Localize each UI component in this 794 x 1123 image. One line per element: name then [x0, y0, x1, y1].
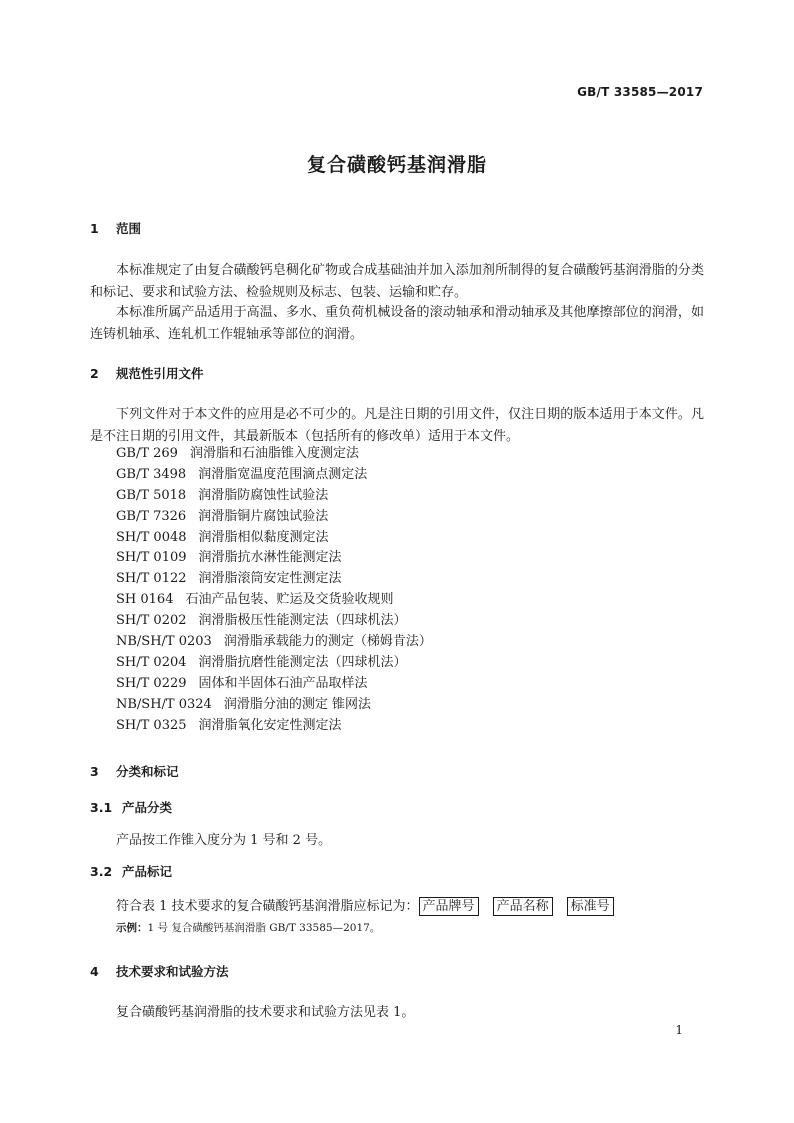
scope-paragraph-2: 本标准所属产品适用于高温、多水、重负荷机械设备的滚动轴承和滑动轴承及其他摩擦部位的润滑，如连铸机轴承、连轧机工作辊轴承等部位的润滑。 — [90, 305, 704, 342]
reference-title: 润滑脂抗水淋性能测定法 — [198, 550, 342, 566]
reference-code: GB/T 7326 — [116, 508, 187, 524]
reference-item — [116, 674, 432, 695]
section-title: 技术要求和试验方法 — [116, 964, 229, 979]
reference-code: GB/T 3498 — [116, 466, 187, 482]
reference-title: 石油产品包装、贮运及交货验收规则 — [185, 592, 394, 608]
section-3-heading — [90, 762, 179, 780]
reference-code: SH 0164 — [116, 592, 174, 608]
classification-text: 产品按工作锥入度分为 1 号和 2 号。 — [116, 833, 332, 848]
reference-item — [116, 653, 432, 674]
reference-item — [116, 569, 432, 590]
marking-example — [116, 920, 380, 935]
section-number: 2 — [90, 366, 99, 381]
subsection-title: 产品分类 — [122, 800, 173, 815]
reference-item — [116, 695, 432, 716]
reference-title: 润滑脂极压性能测定法（四球机法） — [198, 613, 407, 629]
reference-item — [116, 632, 432, 653]
section-1-heading — [90, 219, 141, 237]
page-number: 1 — [675, 1023, 683, 1037]
subsection-number: 3.2 — [90, 864, 113, 879]
subsection-3-1-heading — [90, 798, 172, 816]
reference-title: 润滑脂相似黏度测定法 — [198, 529, 329, 545]
document-title: 复合磺酸钙基润滑脂 — [306, 154, 487, 176]
reference-item — [116, 444, 432, 465]
reference-title: 润滑脂氧化安定性测定法 — [198, 717, 342, 733]
example-text: 1 号 复合磺酸钙基润滑脂 GB/T 33585—2017。 — [147, 922, 381, 934]
scope-paragraph-1: 本标准规定了由复合磺酸钙皂稠化矿物或合成基础油并加入添加剂所制得的复合磺酸钙基润滑脂的分类和标记、要求和试验方法、检验规则及标志、包装、运输和贮存。 — [90, 263, 704, 300]
reference-title: 润滑脂和石油脂锥入度测定法 — [189, 446, 359, 461]
reference-code: GB/T 269 — [116, 446, 178, 461]
reference-item — [116, 548, 432, 569]
references-intro: 下列文件对于本文件的应用是必不可少的。凡是注日期的引用文件，仅注日期的版本适用于本文件。凡是不注日期的引用文件，其最新版本（包括所有的修改单）适用于本文件。 — [90, 407, 704, 444]
section-2-heading — [90, 364, 204, 382]
reference-code: SH/T 0109 — [116, 550, 187, 566]
subsection-number: 3.1 — [90, 800, 113, 815]
standard-code-header: GB/T 33585—2017 — [577, 85, 703, 99]
reference-title: 润滑脂滚筒安定性测定法 — [198, 571, 342, 587]
reference-title: 润滑脂宽温度范围滴点测定法 — [198, 466, 368, 482]
marking-text: 符合表 1 技术要求的复合磺酸钙基润滑脂应标记为： — [116, 899, 419, 914]
reference-title: 润滑脂防腐蚀性试验法 — [198, 487, 329, 503]
reference-list — [116, 444, 432, 736]
reference-code: SH/T 0325 — [116, 717, 187, 733]
reference-item — [116, 528, 432, 549]
reference-item — [116, 590, 432, 611]
reference-code: NB/SH/T 0203 — [116, 634, 212, 650]
section-number: 3 — [90, 764, 99, 779]
section-number: 1 — [90, 221, 99, 236]
reference-title: 润滑脂抗磨性能测定法（四球机法） — [198, 654, 407, 670]
brand-box: 产品牌号 — [419, 897, 479, 916]
standard-number-box: 标准号 — [567, 897, 614, 916]
reference-item — [116, 716, 432, 737]
reference-title: 润滑脂承载能力的测定（梯姆肯法） — [223, 634, 432, 650]
reference-item — [116, 465, 432, 486]
section-title: 规范性引用文件 — [116, 366, 204, 381]
reference-item — [116, 486, 432, 507]
reference-item — [116, 507, 432, 528]
subsection-3-2-heading — [90, 862, 172, 880]
section-number: 4 — [90, 964, 99, 979]
reference-title: 润滑脂分油的测定 锥网法 — [223, 696, 371, 712]
reference-code: SH/T 0122 — [116, 571, 187, 587]
reference-code: GB/T 5018 — [116, 487, 187, 503]
subsection-title: 产品标记 — [122, 864, 173, 879]
reference-code: SH/T 0204 — [116, 654, 187, 670]
section-title: 范围 — [116, 221, 142, 236]
product-name-box: 产品名称 — [493, 897, 553, 916]
reference-item — [116, 611, 432, 632]
marking-line — [116, 895, 628, 916]
reference-code: NB/SH/T 0324 — [116, 696, 212, 712]
reference-title: 润滑脂铜片腐蚀试验法 — [198, 508, 329, 524]
example-label: 示例： — [116, 922, 148, 934]
reference-code: SH/T 0202 — [116, 613, 187, 629]
reference-title: 固体和半固体石油产品取样法 — [198, 675, 368, 691]
reference-code: SH/T 0229 — [116, 675, 187, 691]
requirements-text: 复合磺酸钙基润滑脂的技术要求和试验方法见表 1。 — [116, 1005, 415, 1020]
reference-code: SH/T 0048 — [116, 529, 187, 545]
section-title: 分类和标记 — [116, 764, 179, 779]
section-4-heading — [90, 962, 229, 980]
